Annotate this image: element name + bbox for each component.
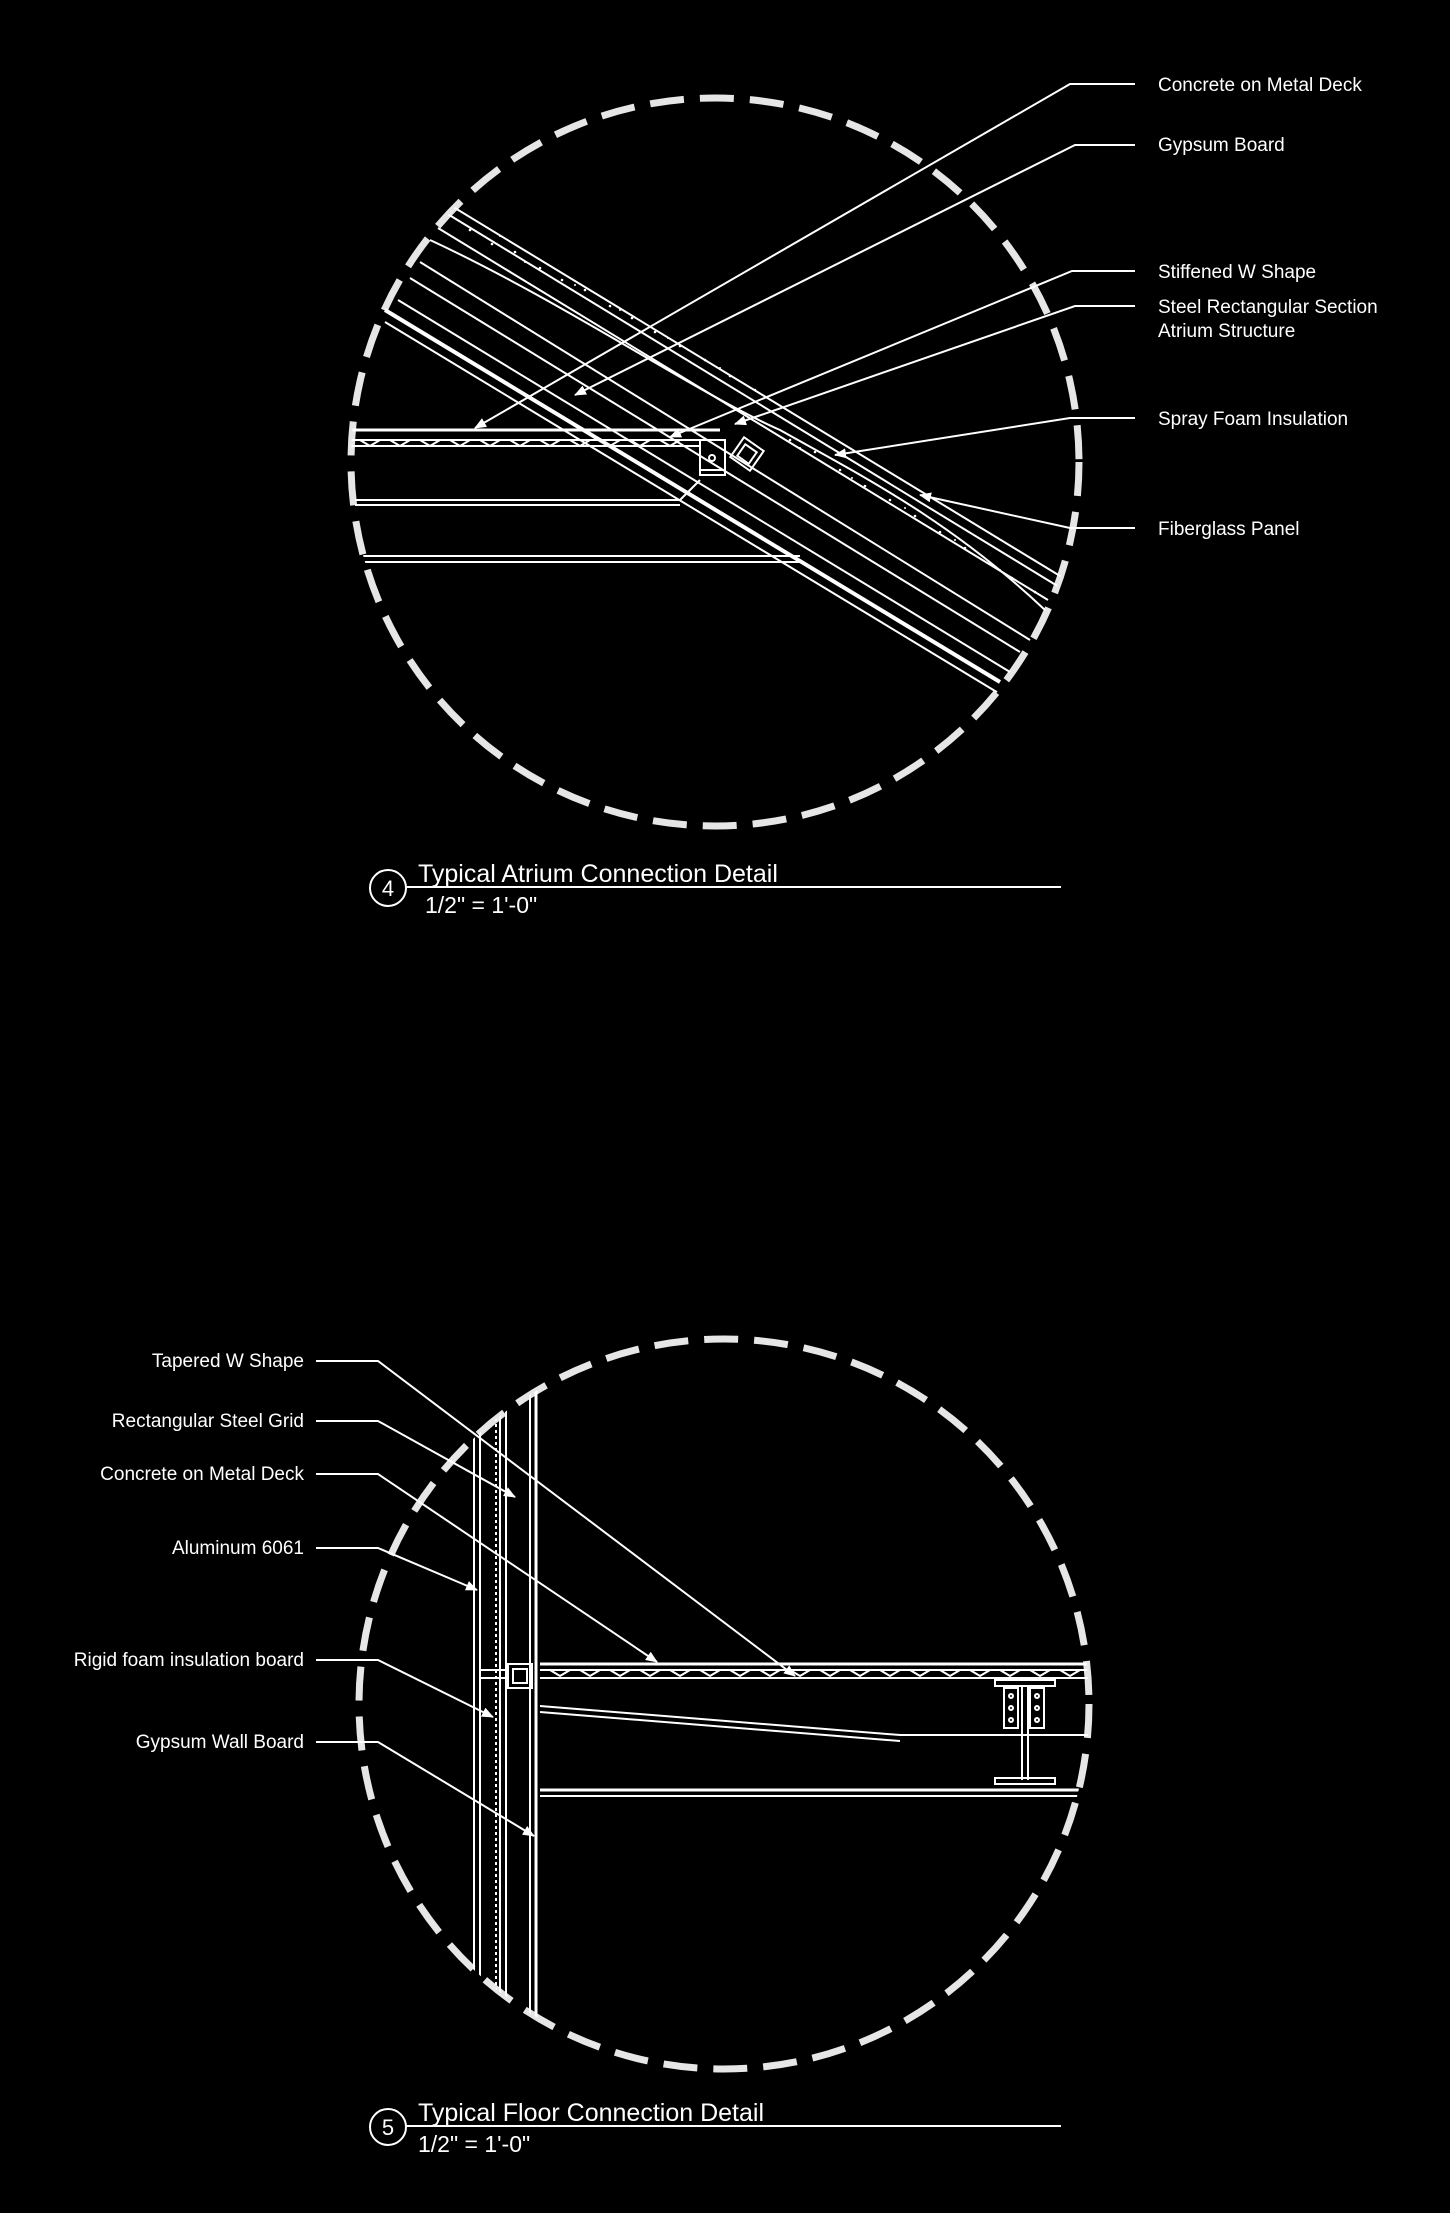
detail-4-drawing [350,75,1378,918]
label-spray-foam-insulation: Spray Foam Insulation [1158,409,1349,430]
label-aluminum-6061: Aluminum 6061 [171,1538,304,1559]
label-rectangular-steel-grid: Rectangular Steel Grid [111,1411,304,1432]
label-rigid-foam-insulation: Rigid foam insulation board [73,1650,304,1671]
detail-4-leaders [475,84,1135,528]
label-concrete-on-metal-deck-5: Concrete on Metal Deck [100,1464,304,1485]
label-fiberglass-panel: Fiberglass Panel [1158,519,1300,540]
atrium-sloped-assembly [385,205,1070,694]
detail-5-scale: 1/2" = 1'-0" [418,2131,531,2157]
label-concrete-on-metal-deck: Concrete on Metal Deck [1158,75,1362,96]
floor-slab [540,1664,1095,1796]
detail-5-number: 5 [381,2115,395,2140]
detail-5-title: Typical Floor Connection Detail [418,2099,764,2127]
label-stiffened-w-shape: Stiffened W Shape [1158,262,1317,283]
label-steel-rect-section: Steel Rectangular Section [1158,297,1378,318]
detail-5-leaders [316,1361,795,1836]
detail-5-label-group [74,1351,305,1753]
detail-5-title-block [370,2099,1061,2157]
detail-4-label-group [1158,75,1378,540]
detail-4-scale: 1/2" = 1'-0" [425,892,538,918]
detail-4-number: 4 [381,876,395,901]
detail-4-title: Typical Atrium Connection Detail [418,860,778,888]
detail-4-circle [351,98,1079,826]
tapered-w-beam [995,1680,1055,1784]
label-gypsum-wall-board: Gypsum Wall Board [135,1732,304,1753]
label-tapered-w-shape: Tapered W Shape [151,1351,304,1372]
label-gypsum-board: Gypsum Board [1158,135,1285,156]
detail-4-title-block [370,860,1061,918]
floor-deck-atrium [350,430,800,562]
wall-assembly [474,1390,536,2020]
label-atrium-structure: Atrium Structure [1158,321,1296,342]
detail-5-drawing [74,1339,1095,2157]
